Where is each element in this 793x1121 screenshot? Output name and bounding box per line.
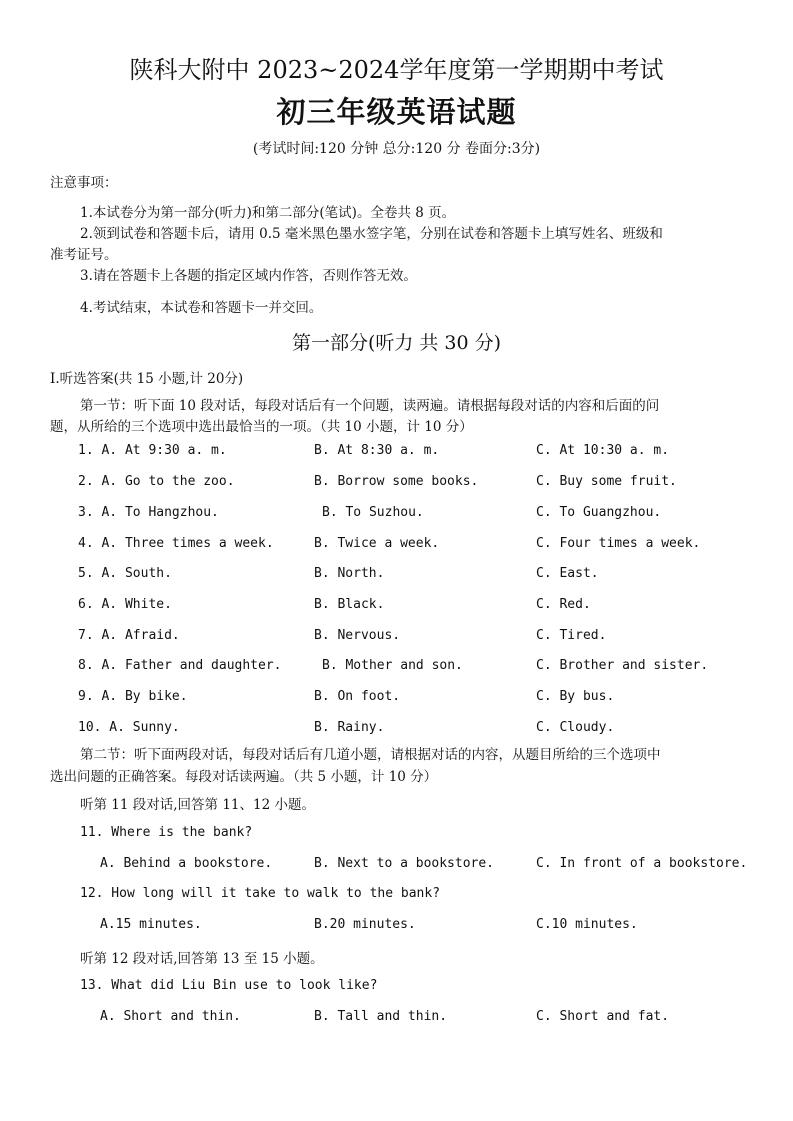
section2-intro-line1: 第二节：听下面两段对话，每段对话后有几道小题，请根据对话的内容，从题目所给的三个选项中 [80, 747, 661, 763]
section1-heading: Ⅰ.听选答案(共 15 小题,计 20分) [50, 371, 244, 387]
question-8-option-b: B. Mother and son. [322, 658, 463, 673]
question-5-option-a: 5. A. South. [78, 566, 172, 581]
question-7-option-b: B. Nervous. [314, 628, 401, 643]
question-1-option-c: C. At 10:30 a. m. [536, 443, 670, 458]
question-9-option-c: C. By bus. [536, 689, 615, 704]
question-4-option-a: 4. A. Three times a week. [78, 536, 274, 551]
question-13-option-a: A. Short and thin. [100, 1009, 241, 1024]
question-8-option-c: C. Brother and sister. [536, 658, 709, 673]
question-13-option-c: C. Short and fat. [536, 1009, 670, 1024]
question-5-option-c: C. East. [536, 566, 599, 581]
question-11-stem: 11. Where is the bank? [80, 825, 253, 840]
question-3-option-a: 3. A. To Hangzhou. [78, 505, 219, 520]
note-item-2: 2.领到试卷和答题卡后，请用 0.5 毫米黑色墨水签字笔，分别在试卷和答题卡上填写姓名、班级和 [80, 226, 663, 242]
question-8-option-a: 8. A. Father and daughter. [78, 658, 282, 673]
question-9-option-b: B. On foot. [314, 689, 401, 704]
question-9-option-a: 9. A. By bike. [78, 689, 188, 704]
section1-intro-line2: 题，从所给的三个选项中选出最恰当的一项。（共 10 小题，计 10 分） [50, 419, 473, 435]
question-4-option-c: C. Four times a week. [536, 536, 701, 551]
question-13-option-b: B. Tall and thin. [314, 1009, 448, 1024]
question-5-option-b: B. North. [314, 566, 385, 581]
question-row-7 [0, 628, 793, 648]
question-row-5 [0, 566, 793, 586]
question-row-10 [0, 720, 793, 740]
question-6-option-b: B. Black. [314, 597, 385, 612]
note-item-4: 4.考试结束，本试卷和答题卡一并交回。 [80, 300, 323, 316]
note-item-2-cont: 准考证号。 [50, 247, 118, 263]
question-1-option-a: 1. A. At 9:30 a. m. [78, 443, 227, 458]
question-row-4 [0, 536, 793, 556]
dialog-12-intro: 听第 12 段对话,回答第 13 至 15 小题。 [80, 951, 324, 967]
question-row-13 [0, 1009, 793, 1029]
question-1-option-b: B. At 8:30 a. m. [314, 443, 440, 458]
note-item-3: 3.请在答题卡上各题的指定区域内作答，否则作答无效。 [80, 268, 417, 284]
question-row-8 [0, 658, 793, 678]
question-2-option-a: 2. A. Go to the zoo. [78, 474, 235, 489]
question-6-option-c: C. Red. [536, 597, 591, 612]
question-row-6 [0, 597, 793, 617]
question-4-option-b: B. Twice a week. [314, 536, 440, 551]
question-11-option-a: A. Behind a bookstore. [100, 856, 273, 871]
question-row-12 [0, 917, 793, 937]
question-3-option-c: C. To Guangzhou. [536, 505, 662, 520]
question-12-option-a: A.15 minutes. [100, 917, 202, 932]
question-2-option-b: B. Borrow some books. [314, 474, 479, 489]
question-row-9 [0, 689, 793, 709]
question-row-2 [0, 474, 793, 494]
section2-intro-line2: 选出问题的正确答案。每段对话读两遍。（共 5 小题，计 10 分） [50, 769, 438, 785]
question-7-option-a: 7. A. Afraid. [78, 628, 180, 643]
question-10-option-c: C. Cloudy. [536, 720, 615, 735]
note-item-1: 1.本试卷分为第一部分(听力)和第二部分(笔试)。全卷共 8 页。 [80, 205, 456, 221]
question-6-option-a: 6. A. White. [78, 597, 172, 612]
question-12-option-c: C.10 minutes. [536, 917, 638, 932]
question-2-option-c: C. Buy some fruit. [536, 474, 677, 489]
question-12-stem: 12. How long will it take to walk to the bank? [80, 886, 441, 901]
exam-title: 陕科大附中 2023~2024学年度第一学期期中考试 [129, 56, 664, 84]
exam-subtitle: 初三年级英语试题 [276, 95, 517, 129]
dialog-11-intro: 听第 11 段对话,回答第 11、12 小题。 [80, 797, 315, 813]
question-10-option-b: B. Rainy. [314, 720, 385, 735]
question-7-option-c: C. Tired. [536, 628, 607, 643]
question-11-option-b: B. Next to a bookstore. [314, 856, 495, 871]
question-3-option-b: B. To Suzhou. [322, 505, 424, 520]
question-10-option-a: 10. A. Sunny. [78, 720, 180, 735]
notes-heading: 注意事项： [50, 175, 118, 191]
question-13-stem: 13. What did Liu Bin use to look like? [80, 978, 378, 993]
question-row-1 [0, 443, 793, 463]
exam-info: (考试时间:120 分钟 总分:120 分 卷面分:3分) [252, 141, 541, 157]
question-row-3 [0, 505, 793, 525]
question-12-option-b: B.20 minutes. [314, 917, 416, 932]
question-row-11 [0, 856, 793, 876]
part1-title: 第一部分(听力 共 30 分) [291, 332, 502, 354]
section1-intro-line1: 第一节：听下面 10 段对话，每段对话后有一个问题，读两遍。请根据每段对话的内容和后面的问 [80, 398, 660, 414]
question-11-option-c: C. In front of a bookstore. [536, 856, 748, 871]
